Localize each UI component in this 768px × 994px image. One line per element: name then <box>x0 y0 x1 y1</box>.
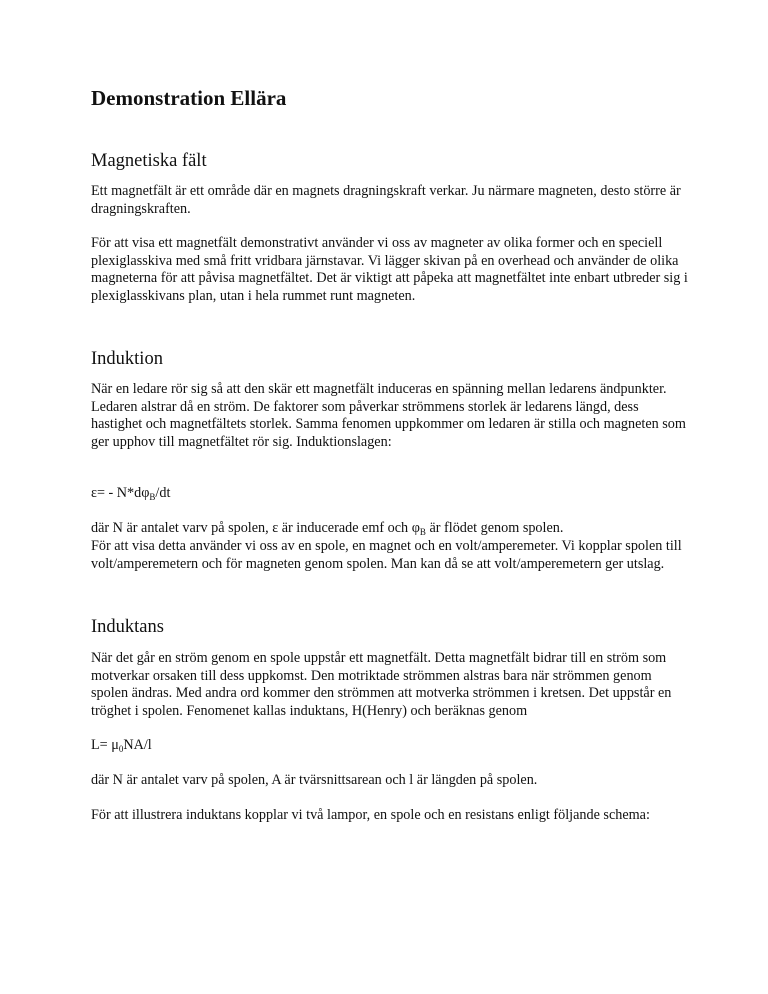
explanation-text-a: där N är antalet varv på spolen, ε är inducerade emf och φ <box>91 520 420 536</box>
paragraph-induktion-explanation <box>91 520 691 538</box>
paragraph-induktans-schema: För att illustrera induktans kopplar vi två lampor, en spole och en resistans enligt följande schema: <box>91 807 650 823</box>
explanation-text-b: är flödet genom spolen. <box>425 520 564 536</box>
formula-induktionslagen-main: ε= - N*dφ <box>91 485 150 501</box>
page-title: Demonstration Ellära <box>91 86 287 110</box>
paragraph-induktans-description: När det går en ström genom en spole uppstår ett magnetfält. Detta magnetfält bidrar till en ström som motverkar orsaken till dess uppkomst. Den motriktade strömmen alstras bara när strömmen genom spolen ändras. Med andra ord kommer den strömmen att motverka strömmen i kretsen. Det uppstår en tröghet i spolen. Fenomenet kallas induktans, H(Henry) och beräknas genom <box>91 650 672 719</box>
paragraph-magnetfalt-definition: Ett magnetfält är ett område där en magnets dragningskraft verkar. Ju närmare magneten, desto större är dragningskraften. <box>91 183 681 217</box>
paragraph-induktans-explanation: där N är antalet varv på spolen, A är tvärsnittsarean och l är längden på spolen. <box>91 772 538 788</box>
formula-induktans-main: L= μ <box>91 737 119 753</box>
explanation-subscript: B <box>419 527 426 537</box>
formula-induktionslagen-subscript: B <box>149 492 156 502</box>
paragraph-induktion-description: När en ledare rör sig så att den skär ett magnetfält induceras en spänning mellan ledarens ändpunkter. Ledaren alstrar då en ström. De faktorer som påverkar strömmens storlek är ledarens längd, dess hastighet och magnetfältets storlek. Samma fenomen uppkommer om ledaren är stilla och magneten som ger upphov till magnetfältet rör sig. Induktionslagen: <box>91 381 686 450</box>
heading-magnetiska-falt: Magnetiska fält <box>91 151 207 171</box>
heading-induktans: Induktans <box>91 617 164 637</box>
heading-induktion: Induktion <box>91 349 163 369</box>
formula-induktionslagen-tail: /dt <box>155 485 171 501</box>
formula-induktans <box>91 737 691 755</box>
formula-induktans-subscript: 0 <box>118 744 124 754</box>
paragraph-magnetfalt-demonstration: För att visa ett magnetfält demonstrativt använder vi oss av magneter av olika former och en speciell plexiglasskiva med små fritt vridbara järnstavar. Vi lägger skivan på en overhead och använder de olika magneterna för att påvisa magnetfältet. Det är viktigt att påpeka att magnetfältet inte enbart utbreder sig i plexiglasskivans plan, utan i hela rummet runt magneten. <box>91 235 688 304</box>
formula-induktionslagen <box>91 485 691 503</box>
paragraph-induktion-demonstration: För att visa detta använder vi oss av en spole, en magnet och en volt/amperemeter. Vi kopplar spolen till volt/amperemetern och för magneten genom spolen. Man kan då se att volt/amperemetern ger utslag. <box>91 538 682 572</box>
formula-induktans-tail: NA/l <box>123 737 152 753</box>
